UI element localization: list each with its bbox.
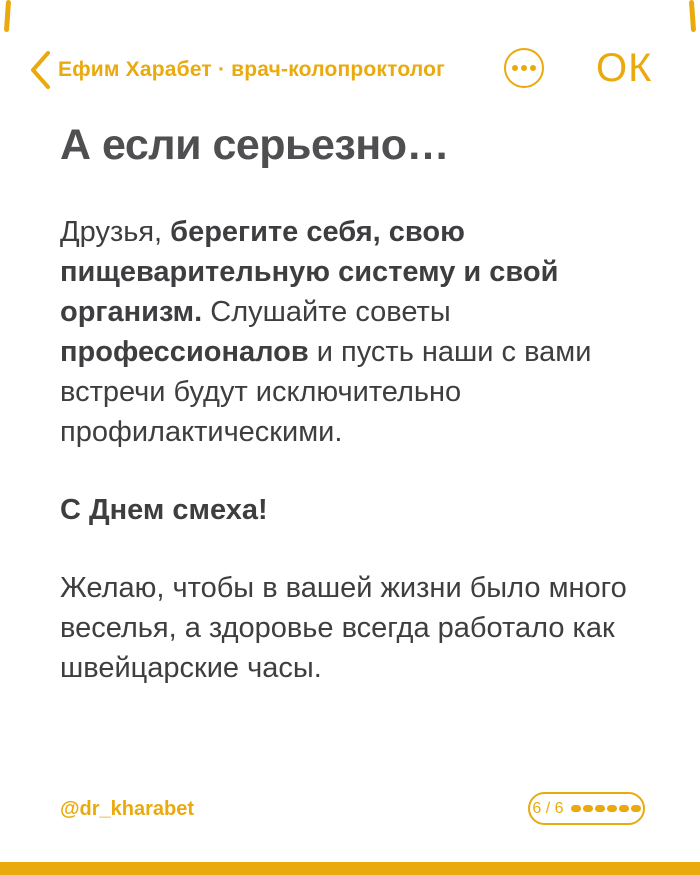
pagination-dot [631,805,641,812]
page-counter: 6 / 6 [532,799,564,817]
back-button[interactable] [28,50,52,90]
page-title: А если серьезно… [60,121,450,169]
pagination-dot [595,805,605,812]
author-handle: @dr_kharabet [60,798,194,820]
pagination-dot [583,805,593,812]
bottom-accent-bar [0,862,700,875]
menu-button[interactable] [504,48,544,88]
top-right-accent-mark [689,0,696,32]
pagination-indicator[interactable] [528,792,645,825]
pagination-dot [619,805,629,812]
ellipsis-icon [512,65,518,71]
paragraph: С Днем смеха! [60,494,268,526]
pagination-dot [607,805,617,812]
paragraph: Желаю, чтобы в вашей жизни было много веселья, а здоровье всегда работало как швейцарские часы. [60,572,627,684]
body-text [60,212,650,688]
pagination-dot [571,805,581,812]
top-left-accent-mark [4,0,11,32]
pagination-dots [571,805,641,812]
chevron-left-icon [29,78,51,93]
author-title: Ефим Харабет · врач-колопроктолог [58,58,446,81]
ok-logo: ОК [596,46,653,90]
paragraph: Друзья, берегите себя, свою пищеварительную систему и свой организм. Слушайте советы профессионалов и пусть наши с вами встречи будут исключительно профилактическими. [60,216,592,448]
